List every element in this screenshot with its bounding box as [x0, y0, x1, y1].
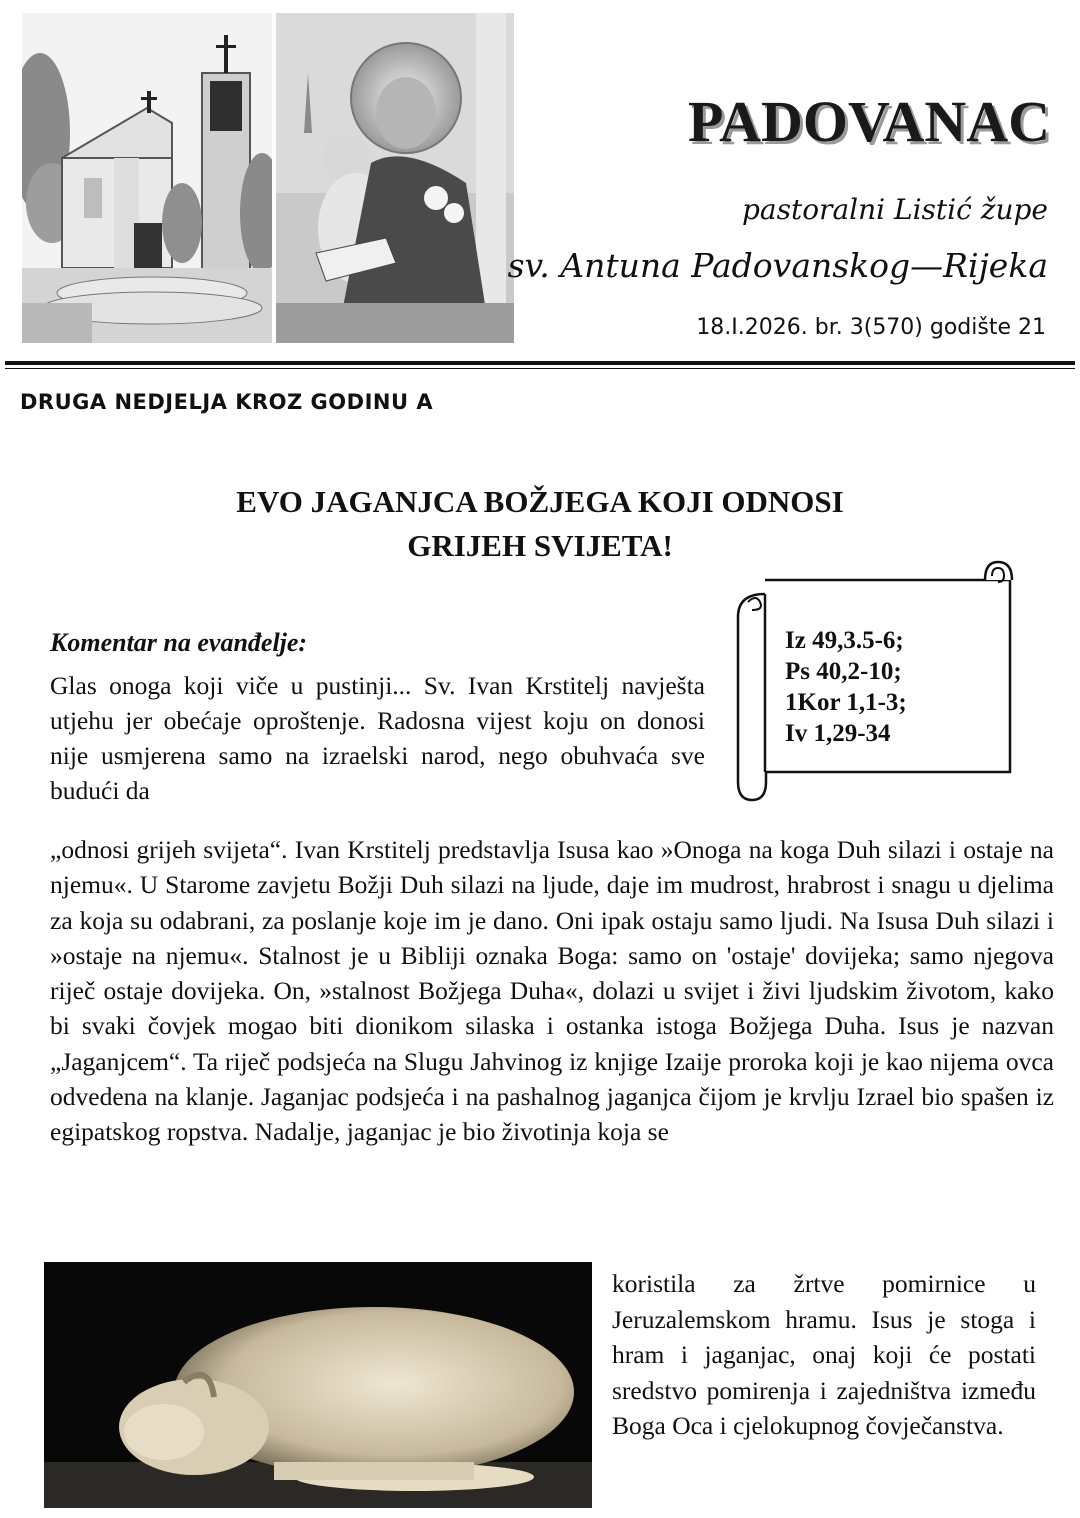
header-divider	[5, 361, 1075, 365]
newsletter-subtitle: pastoralni Listić župe	[741, 193, 1048, 226]
parish-name: sv. Antuna Padovanskog—Rijeka	[507, 246, 1048, 285]
reading-1: Iz 49,3.5-6;	[785, 627, 904, 654]
lamb-painting	[44, 1262, 592, 1508]
liturgical-sunday: DRUGA NEDJELJA KROZ GODINU A	[20, 390, 434, 414]
reading-4: Iv 1,29-34	[785, 720, 891, 747]
readings-list	[785, 625, 907, 749]
headline-line-1: EVO JAGANJCA BOŽJEGA KOJI ODNOSI	[236, 484, 844, 519]
header-divider-thin	[5, 368, 1075, 369]
saint-anthony-image	[276, 13, 514, 343]
issue-info: 18.I.2026. br. 3(570) godište 21	[696, 315, 1046, 340]
headline-line-2: GRIJEH SVIJETA!	[407, 528, 673, 563]
commentary-paragraph-3: koristila za žrtve pomirnice u Jeruzalemskom hramu. Isus je stoga i hram i jaganjac, onaj koji će postati sredstvo pomirenja i zajedništva između Boga Oca i cjelokupnog čovječanstva.	[612, 1269, 1036, 1440]
church-photo	[22, 13, 272, 343]
church-illustration	[22, 13, 272, 343]
commentary-paragraph-1: Glas onoga koji viče u pustinji... Sv. Ivan Krstitelj navješta utjehu jer obećaje oproštenje. Radosna vijest koju on donosi nije usmjerena samo na izraelski narod, nego obuhvaća sve budući da	[50, 671, 705, 805]
reading-3: 1Kor 1,1-3;	[785, 689, 907, 716]
newsletter-title: PADOVANAC	[688, 89, 1050, 154]
lamb-illustration	[44, 1262, 592, 1508]
saint-illustration	[276, 13, 514, 343]
reading-2: Ps 40,2-10;	[785, 658, 902, 685]
commentary-title: Komentar na evanđelje:	[50, 628, 308, 657]
commentary-paragraph-2: „odnosi grijeh svijeta“. Ivan Krstitelj predstavlja Isusa kao »Onoga na koga Duh silazi i ostaje na njemu«. U Starome zavjetu Božji Duh silazi na ljude, daje im mudrost, hrabrost i snagu u djelima za koja su odabrani, za poslanje koje im je dano. Oni ipak ostaju samo ljudi. Na Isusa Duh silazi i »ostaje na njemu«. Stalnost je u Bibliji oznaka Boga: samo on 'ostaje' dovijeka; samo njegova riječ ostaje dovijeka. On, »stalnost Božjega Duha«, dolazi u svijet i živi ljudskim životom, kako bi svaki čovjek mogao biti dionikom silaska i ostanka istoga Božjega Duha. Isus je nazvan „Jaganjcem“. Ta riječ podsjeća na Slugu Jahvinog iz knjige Izaije proroka koji je kao nijema ovca odvedena na klanje. Jaganjac podsjeća i na pashalnog jaganjca čijom je krvlju Izrael bio spašen iz egipatskog ropstva. Nadalje, jaganjac je bio životinja koja se	[50, 835, 1054, 1147]
